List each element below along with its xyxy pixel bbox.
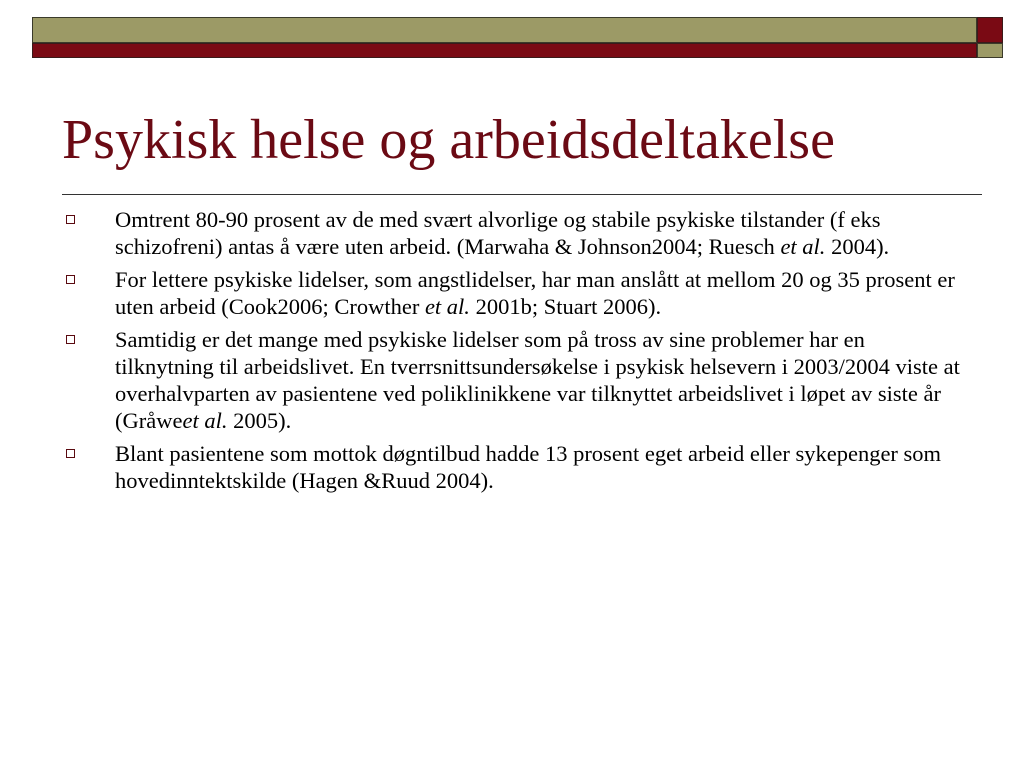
square-bullet-icon xyxy=(66,449,75,458)
bullet-citation-italic: et al. xyxy=(424,294,470,319)
bullet-citation-italic: et al. xyxy=(182,408,228,433)
bullet-citation-italic: et al. xyxy=(780,234,826,259)
bullet-text-end: 2004). xyxy=(825,234,890,259)
slide-title: Psykisk helse og arbeidsdeltakelse xyxy=(62,109,835,171)
bullet-text: Blant pasientene som mottok døgntilbud hadde 13 prosent eget arbeid eller sykepenger som hovedinntektskilde (Hagen &Ruud 2004). xyxy=(115,441,942,493)
bullet-text-end: 2001b; Stuart 2006). xyxy=(469,294,662,319)
bullet-text: For lettere psykiske lidelser, som angstlidelser, har man anslått at mellom 20 og 35 prosent er uten arbeid (Cook2006; Crowther xyxy=(115,267,955,319)
bullet-item xyxy=(62,326,962,434)
title-divider xyxy=(62,194,982,195)
square-bullet-icon xyxy=(66,335,75,344)
header-bar-maroon xyxy=(32,43,977,58)
bullet-item xyxy=(62,266,962,320)
header-square-olive xyxy=(977,43,1003,58)
bullet-item xyxy=(62,440,962,494)
bullet-list xyxy=(62,206,962,500)
square-bullet-icon xyxy=(66,275,75,284)
bullet-text-end: 2005). xyxy=(227,408,292,433)
header-bar-olive xyxy=(32,17,977,43)
bullet-item xyxy=(62,206,962,260)
square-bullet-icon xyxy=(66,215,75,224)
header-square-maroon xyxy=(977,17,1003,43)
bullet-text: Samtidig er det mange med psykiske lidelser som på tross av sine problemer har en tilknytning til arbeidslivet. En tverrsnittsundersøkelse i psykisk helsevern i 2003/2004 viste at overhalvparten av pasientene ved poliklinikkene var tilknyttet arbeidslivet i løpet av siste år (Gråwe xyxy=(115,327,960,433)
bullet-text: Omtrent 80-90 prosent av de med svært alvorlige og stabile psykiske tilstander (f eks schizofreni) antas å være uten arbeid. (Marwaha & Johnson2004; Ruesch xyxy=(115,207,881,259)
